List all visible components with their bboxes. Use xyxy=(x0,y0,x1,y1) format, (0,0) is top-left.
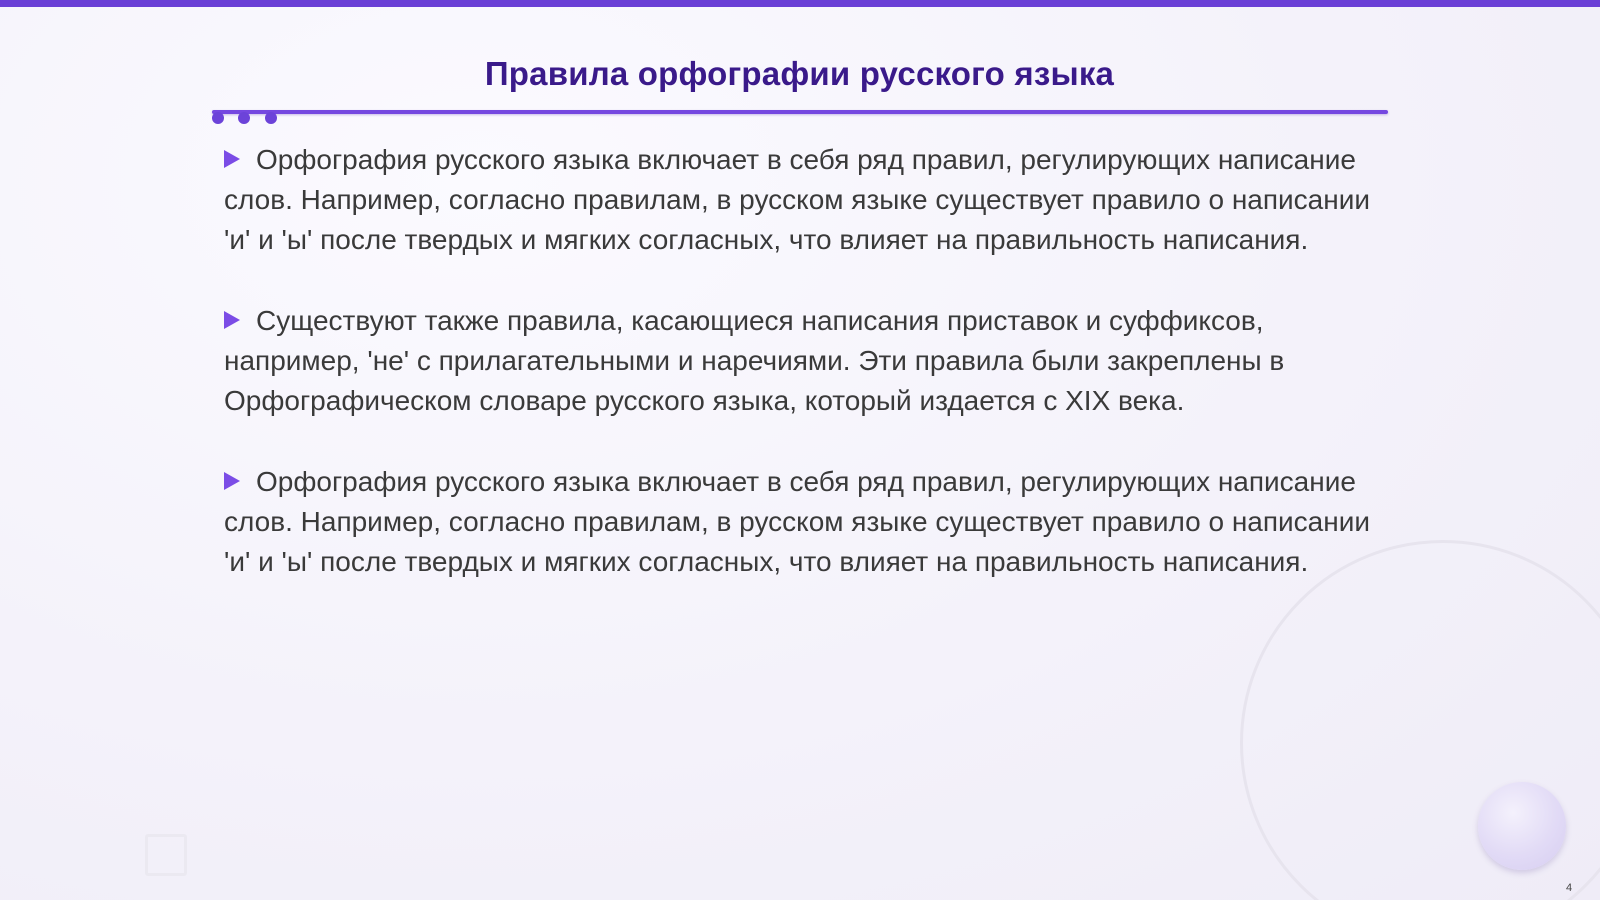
decor-orb xyxy=(1478,782,1566,870)
decor-square xyxy=(145,834,187,876)
bullet-item xyxy=(224,140,1384,260)
decor-dot xyxy=(265,112,277,124)
decor-dot xyxy=(212,112,224,124)
slide-title: Правила орфографии русского языка xyxy=(484,55,1115,92)
bullet-item xyxy=(224,462,1384,582)
page-number: 4 xyxy=(1566,882,1573,894)
triangle-right-icon xyxy=(224,472,240,490)
triangle-right-icon xyxy=(224,311,240,329)
title-underline xyxy=(212,110,1388,114)
decor-dot xyxy=(238,112,250,124)
top-accent-bar xyxy=(0,0,1600,7)
triangle-right-icon xyxy=(224,150,240,168)
bullet-text: Орфография русского языка включает в себя ряд правил, регулирующих написание слов. Например, согласно правилам, в русском языке существует правило о написании 'и' и 'ы' после твердых и мягких согласных, что влияет на правильность написания. xyxy=(224,466,1370,577)
bullet-text: Существуют также правила, касающиеся написания приставок и суффиксов, например, 'не' с прилагательными и наречиями. Эти правила были закреплены в Орфографическом словаре русского языка, который издается с XIX века. xyxy=(224,305,1285,416)
bullet-item xyxy=(224,301,1384,421)
bullet-text: Орфография русского языка включает в себя ряд правил, регулирующих написание слов. Например, согласно правилам, в русском языке существует правило о написании 'и' и 'ы' после твердых и мягких согласных, что влияет на правильность написания. xyxy=(224,144,1370,255)
bullet-list xyxy=(224,140,1384,623)
